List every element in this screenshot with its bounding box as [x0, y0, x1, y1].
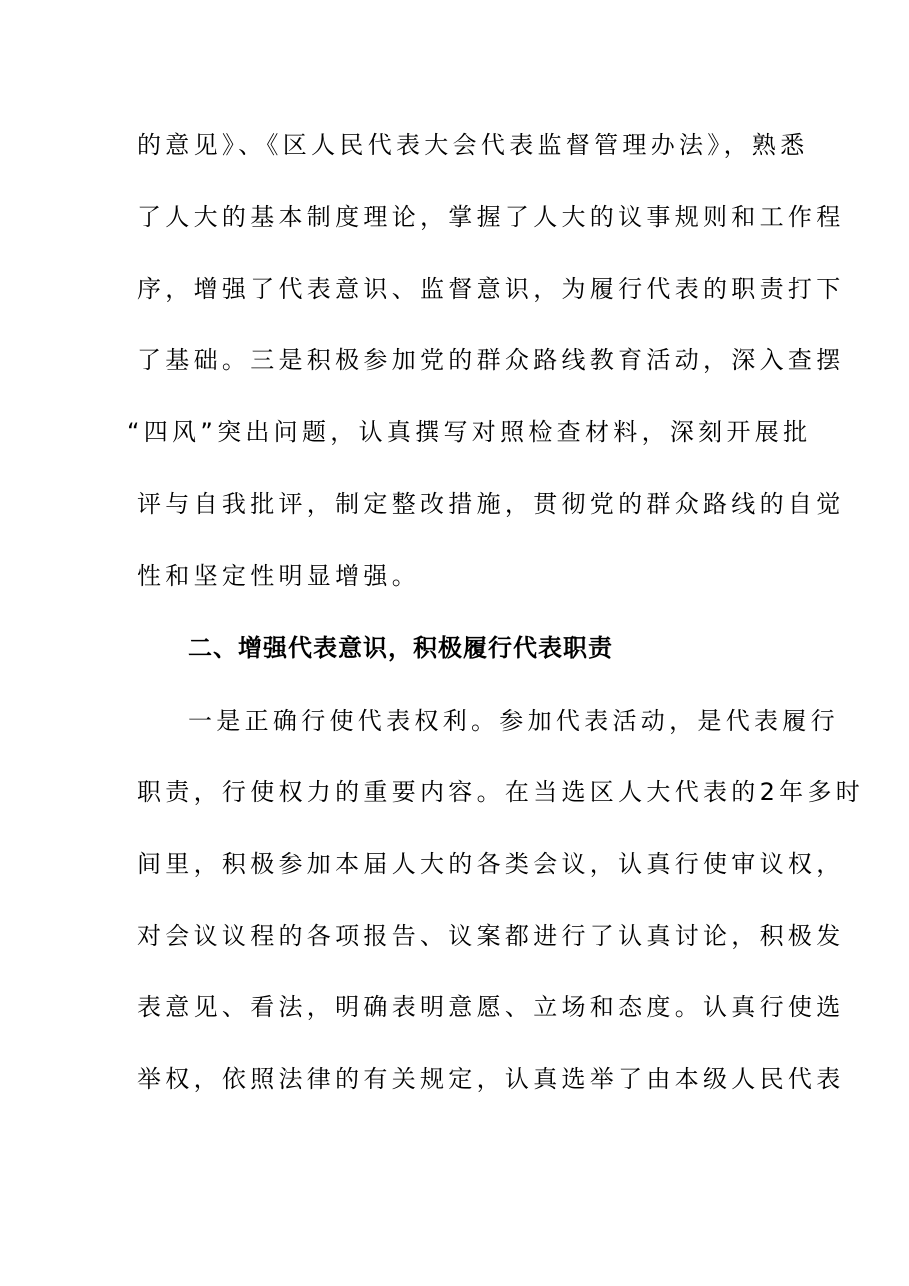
paragraph-line: 对会议议程的各项报告、议案都进行了认真讨论，积极发 — [137, 922, 845, 950]
paragraph-line: 的意见》、《区人民代表大会代表监督管理办法》，熟悉 — [137, 131, 809, 159]
paragraph-line: 了基础。三是积极参加党的群众路线教育活动，深入查摆 — [137, 346, 845, 374]
paragraph-line: 一是正确行使代表权利。参加代表活动，是代表履行 — [188, 707, 839, 735]
paragraph-line: “四风”突出问题，认真撰写对照检查材料，深刻开展批 — [127, 418, 812, 446]
paragraph-line: 举权，依照法律的有关规定，认真选举了由本级人民代表 — [137, 1065, 845, 1093]
paragraph-line: 表意见、看法，明确表明意愿、立场和态度。认真行使选 — [137, 993, 845, 1021]
paragraph-line: 间里，积极参加本届人大的各类会议，认真行使审议权， — [137, 850, 845, 878]
paragraph-line: 评与自我批评，制定整改措施，贯彻党的群众路线的自觉 — [137, 490, 845, 518]
section-heading: 二、增强代表意识，积极履行代表职责 — [188, 634, 613, 662]
paragraph-line: 序，增强了代表意识、监督意识，为履行代表的职责打下 — [137, 275, 845, 303]
paragraph-line: 职责，行使权力的重要内容。在当选区人大代表的2年多时 — [137, 778, 865, 806]
paragraph-line: 了人大的基本制度理论，掌握了人大的议事规则和工作程 — [137, 203, 845, 231]
paragraph-line: 性和坚定性明显增强。 — [137, 562, 420, 590]
